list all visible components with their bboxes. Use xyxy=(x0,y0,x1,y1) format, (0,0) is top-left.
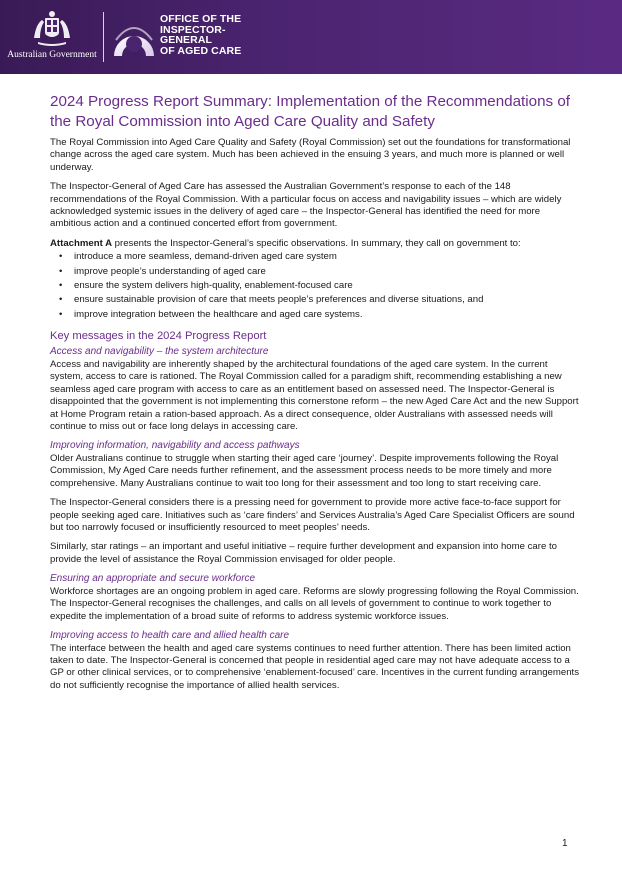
document-body xyxy=(50,92,580,699)
section-information xyxy=(50,440,580,566)
oig-logo-icon xyxy=(112,14,156,58)
section-paragraph: Access and navigability are inherently shaped by the architectural foundations of the aged care system. In the current system, access to care is rationed. The Royal Commission called for a paradigm shift, recommending establishing a new seamless aged care program with access to care as an entitlement based on assessed need. The Inspector-General is disappointed that the government is not implementing this cornerstone reform – the new Aged Care Act and the new Support at Home Program retain a ration-based approach. As a direct consequence, older Australians with assessed needs will continue to miss out or face long delays in accessing care. xyxy=(50,358,579,432)
section-heading: Ensuring an appropriate and secure workforce xyxy=(50,573,256,585)
section-access xyxy=(50,346,580,433)
office-line: INSPECTOR- xyxy=(160,23,226,36)
section-heading: Access and navigability – the system architecture xyxy=(50,346,269,358)
document-title: 2024 Progress Report Summary: Implementation of the Recommendations of the Royal Commission into Aged Care Quality and Safety xyxy=(50,93,571,130)
intro-paragraph: The Inspector-General of Aged Care has assessed the Australian Government’s response to each of the 148 recommendations of the Royal Commission. With a particular focus on access and navigability issues – which are widely acknowledged systemic issues in the delivery of aged care – the Inspector-General has identified the need for more ambitious action and a continued concerted effort from government. xyxy=(50,181,562,230)
section-heading: Improving access to health care and allied health care xyxy=(50,629,290,641)
section-paragraph: Similarly, star ratings – an important and useful initiative – require further development and expansion into home care to provide the level of assistance the Royal Commission envisaged for older people. xyxy=(50,541,557,565)
header-divider xyxy=(103,12,104,62)
list-item: • introduce a more seamless, demand-driven aged care system xyxy=(74,251,580,263)
section-workforce xyxy=(50,573,580,623)
section-paragraph: Older Australians continue to struggle when starting their aged care ‘journey’. Despite improvements following the Royal Commission, My Aged Care needs further refinement, and the assessment process needs to be more timely and more comprehensive. Many Australians continue to wait too long for their assessment and too long to start receiving care. xyxy=(50,452,559,489)
page-number: 1 xyxy=(562,838,568,849)
section-paragraph: Workforce shortages are an ongoing problem in aged care. Reforms are slowly progressing following the Royal Commission. The Inspector-General recognises the challenges, and calls on all levels of government to continue to work together to expedite the implementation of a broad suite of reforms to address systemic workforce issues. xyxy=(50,585,579,622)
attachment-paragraph xyxy=(50,238,580,250)
recommendation-list xyxy=(50,251,580,321)
attachment-text: presents the Inspector-General’s specific observations. In summary, they call on government to: xyxy=(112,237,521,249)
office-line: OF AGED CARE xyxy=(160,44,242,57)
intro-paragraph: The Royal Commission into Aged Care Quality and Safety (Royal Commission) set out the foundations for transformational change across the aged care system. Much has been achieved in the ensuing 3 years, and much more is planned or well underway. xyxy=(50,137,571,173)
office-name xyxy=(160,14,241,56)
section-heading: Improving information, navigability and access pathways xyxy=(50,440,300,452)
office-line: GENERAL xyxy=(160,34,213,46)
list-item: • ensure sustainable provision of care that meets people’s preferences and diverse situations, and xyxy=(74,294,580,306)
attachment-label: Attachment A xyxy=(50,237,113,249)
australian-government-logo xyxy=(6,8,98,68)
office-line: OFFICE OF THE xyxy=(160,13,242,25)
list-item: • improve integration between the healthcare and aged care systems. xyxy=(74,309,580,321)
list-item: • ensure the system delivers high-quality, enablement-focused care xyxy=(74,280,580,292)
section-health xyxy=(50,630,580,692)
page-header xyxy=(0,0,622,74)
coat-of-arms-icon xyxy=(30,8,74,48)
section-paragraph: The Inspector-General considers there is a pressing need for government to provide more active face-to-face support for people seeking aged care. Initiatives such as ‘care finders’ and Services Australia’s Aged Care Specialist Officers are sound but too narrowly focused or insufficiently resourced to meet peoples’ needs. xyxy=(50,497,575,533)
government-label: Australian Government xyxy=(7,50,97,60)
list-item: • improve people’s understanding of aged care xyxy=(74,266,580,278)
section-paragraph: The interface between the health and aged care systems continues to need further attention. There has been limited action taken to date. The Inspector-General is concerned that people in residential aged care may not have adequate access to a GP or other clinical services, or to comprehensive ‘enablement-focused’ care. Incentives in the current funding arrangements do not sufficiently recognise the importance of allied health services. xyxy=(50,642,579,691)
key-messages-heading: Key messages in the 2024 Progress Report xyxy=(50,330,267,343)
